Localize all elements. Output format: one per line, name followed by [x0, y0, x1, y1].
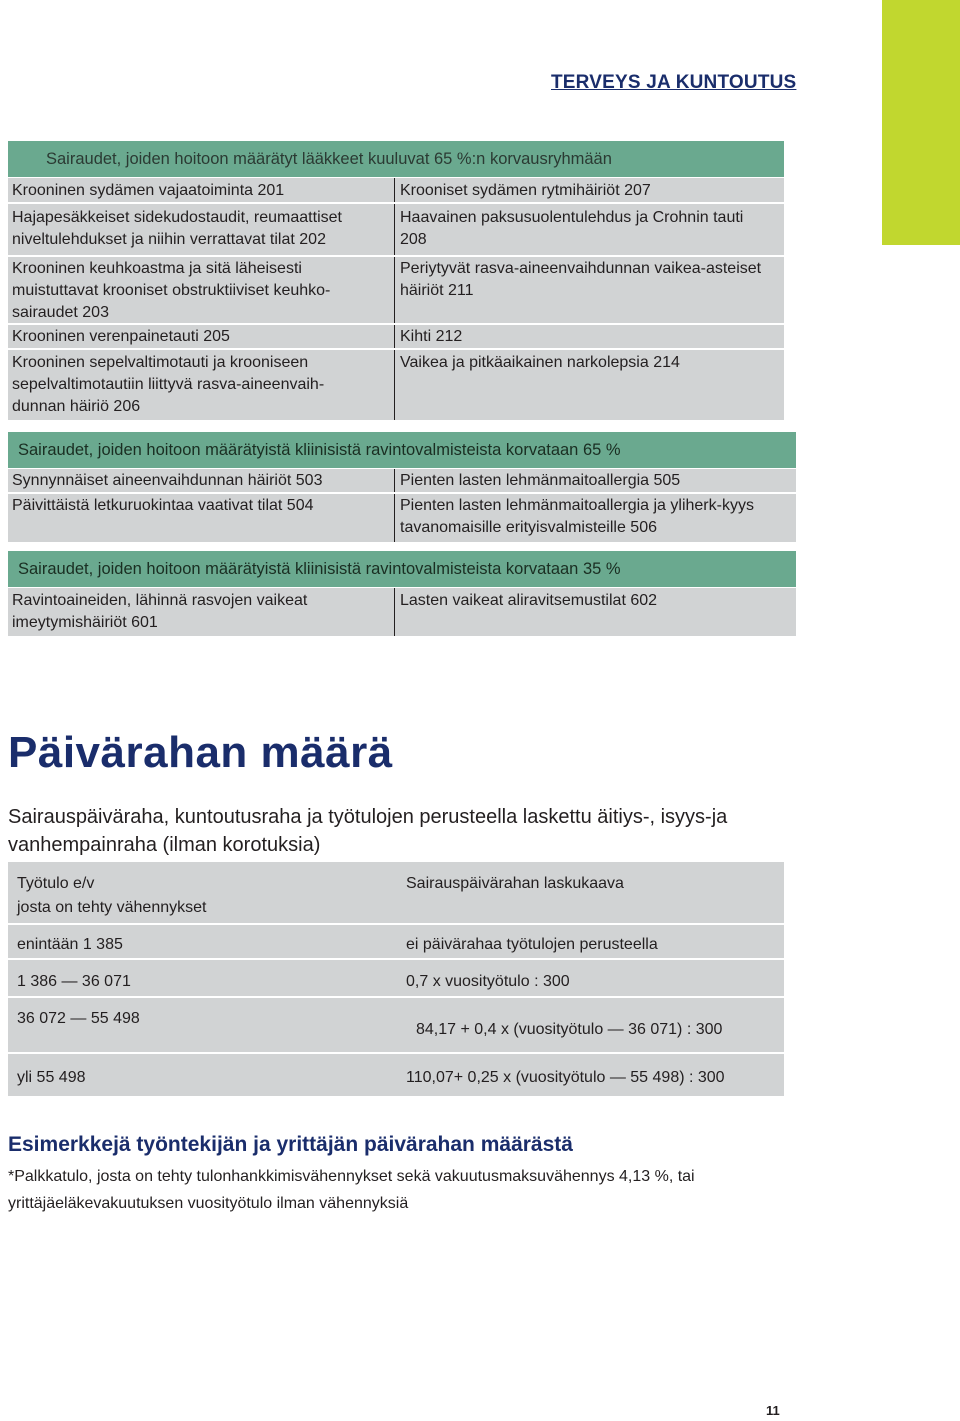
table-cell: Lasten vaikeat aliravitsemustilat 602	[400, 592, 658, 609]
formula-value: 84,17 + 0,4 x (vuosityötulo — 36 071) : 300	[416, 1021, 723, 1038]
examples-heading: Esimerkkejä työntekijän ja yrittäjän päivärahan määrästä	[8, 1133, 573, 1156]
table-cell: Kihti 212	[400, 328, 463, 345]
section-color-tab	[882, 0, 960, 245]
table1-heading: Sairaudet, joiden hoitoon määrätyt lääkkeet kuuluvat 65 %:n korvausryhmään	[8, 141, 784, 177]
row-separator	[8, 923, 784, 925]
row-separator	[8, 958, 784, 960]
daily-allowance-table	[8, 862, 784, 1096]
formula-value: 110,07+ 0,25 x (vuosityötulo — 55 498) : 300	[406, 1069, 725, 1086]
table-cell: Krooninen verenpainetauti 205	[12, 328, 230, 345]
table-cell: Krooninen sydämen vajaatoiminta 201	[12, 182, 285, 199]
row-separator	[8, 255, 784, 257]
table-cell: Haavainen paksusuolentulehdus ja Crohnin tauti 208	[400, 209, 744, 248]
table-cell: Krooninen keuhkoastma ja sitä läheisesti muistuttavat krooniset obstruktiiviset keuhko-sairaudet 203	[12, 260, 331, 321]
table-cell: Pienten lasten lehmänmaitoallergia 505	[400, 472, 681, 489]
table3-divider	[394, 588, 395, 636]
table3-heading: Sairaudet, joiden hoitoon määrätyistä kliinisistä ravintovalmisteista korvataan 35 %	[8, 551, 796, 587]
row-separator	[8, 492, 796, 494]
row-separator	[8, 1052, 784, 1054]
table-cell: Hajapesäkkeiset sidekudostaudit, reumaattiset niveltulehdukset ja niihin verrattavat tilat 202	[12, 209, 342, 248]
income-value: 36 072 — 55 498	[17, 1010, 140, 1027]
daily-allowance-subtitle: Sairauspäiväraha, kuntoutusraha ja työtulojen perusteella laskettu äitiys-, isyys-ja vanhempainraha (ilman korotuksia)	[8, 806, 728, 856]
table2-divider	[394, 469, 395, 542]
table-cell: Ravintoaineiden, lähinnä rasvojen vaikeat imeytymishäiriöt 601	[12, 592, 308, 631]
table-cell: Päivittäistä letkuruokintaa vaativat tilat 504	[12, 497, 314, 514]
table-cell: Pienten lasten lehmänmaitoallergia ja yliherk-kyys tavanomaisille erityisvalmisteille 506	[400, 497, 754, 536]
table-cell: Vaikea ja pitkäaikainen narkolepsia 214	[400, 354, 680, 371]
formula-value: ei päivärahaa työtulojen perusteella	[406, 936, 658, 953]
formula-column-header: Sairauspäivärahan laskukaava	[406, 875, 624, 892]
page-title: Päivärahan määrä	[8, 728, 393, 777]
formula-value: 0,7 x vuosityötulo : 300	[406, 973, 570, 990]
table1-divider	[394, 178, 395, 420]
income-value: yli 55 498	[17, 1069, 86, 1086]
income-column-header: Työtulo e/v josta on tehty vähennykset	[17, 875, 207, 916]
table-cell: Krooninen sepelvaltimotauti ja krooniseen sepelvaltimotautiin liittyvä rasva-aineenvaih-dunnan häiriö 206	[12, 354, 325, 415]
row-separator	[8, 202, 784, 204]
table-cell: Synnynnäiset aineenvaihdunnan häiriöt 503	[12, 472, 323, 489]
table2	[8, 469, 796, 542]
table3	[8, 588, 796, 636]
table2-heading: Sairaudet, joiden hoitoon määrätyistä kliinisistä ravintovalmisteista korvataan 65 %	[8, 432, 796, 468]
examples-note: *Palkkatulo, josta on tehty tulonhankkimisvähennykset sekä vakuutusmaksuvähennys 4,13 %, tai yrittäjäeläkevakuutuksen vuosityötulo ilman vähennyksiä	[8, 1168, 695, 1212]
row-separator	[8, 996, 784, 998]
page-number: 11	[766, 1403, 780, 1418]
row-separator	[8, 348, 784, 350]
income-value: enintään 1 385	[17, 936, 123, 953]
table1	[8, 178, 784, 420]
income-value: 1 386 — 36 071	[17, 973, 131, 990]
table-cell: Periytyvät rasva-aineenvaihdunnan vaikea-asteiset häiriöt 211	[400, 260, 762, 299]
table-cell: Krooniset sydämen rytmihäiriöt 207	[400, 182, 651, 199]
section-title: TERVEYS JA KUNTOUTUS	[551, 72, 797, 93]
